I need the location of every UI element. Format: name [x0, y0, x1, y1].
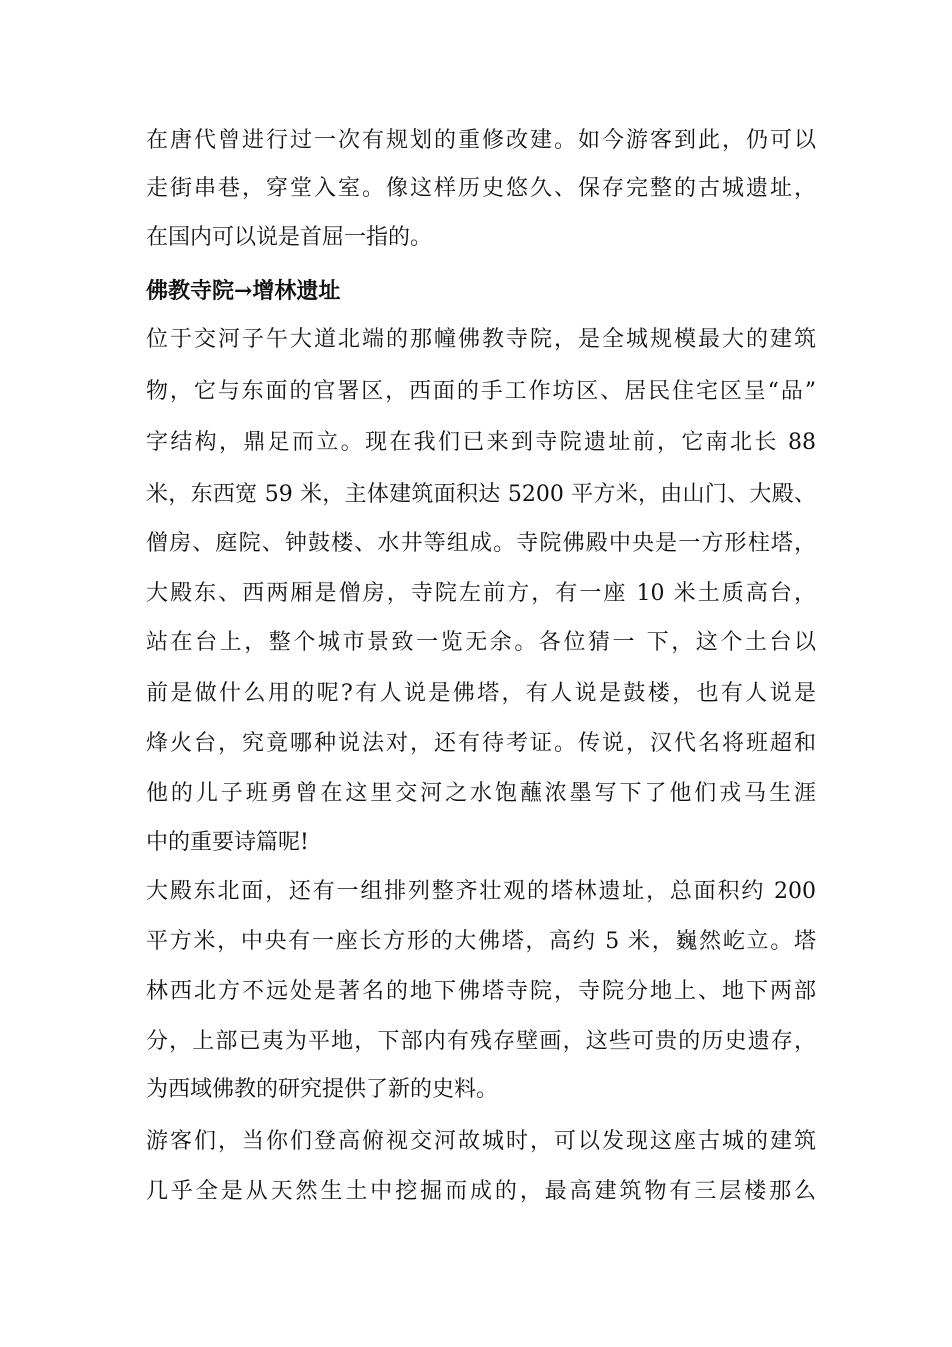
- section-heading: 佛教寺院→增林遗址: [146, 278, 341, 304]
- text-line: 平方米，中央有一座长方形的大佛塔，高约 5 米，巍然屹立。塔: [146, 929, 816, 954]
- text-line: 僧房、庭院、钟鼓楼、水井等组成。寺院佛殿中央是一方形柱塔，: [146, 531, 816, 556]
- text-line: 前是做什么用的呢?有人说是佛塔，有人说是鼓楼，也有人说是: [146, 681, 816, 706]
- text-line: 位于交河子午大道北端的那幢佛教寺院，是全城规模最大的建筑: [146, 327, 816, 352]
- text-line: 大殿东、西两厢是僧房，寺院左前方，有一座 10 米土质高台，: [146, 581, 816, 606]
- text-line: 在唐代曾进行过一次有规划的重修改建。如今游客到此，仍可以: [146, 128, 816, 153]
- text-line: 走街串巷，穿堂入室。像这样历史悠久、保存完整的古城遗址，: [146, 176, 816, 201]
- text-line: 他的儿子班勇曾在这里交河之水饱蘸浓墨写下了他们戎马生涯: [146, 781, 816, 806]
- text-line: 分，上部已夷为平地，下部内有残存壁画，这些可贵的历史遗存，: [146, 1029, 816, 1054]
- text-line: 几乎全是从天然生土中挖掘而成的，最高建筑物有三层楼那么: [146, 1179, 816, 1204]
- text-line: 站在台上，整个城市景致一览无余。各位猜一 下，这个土台以: [146, 630, 816, 655]
- text-line: 林西北方不远处是著名的地下佛塔寺院，寺院分地上、地下两部: [146, 979, 816, 1004]
- text-line: 米，东西宽 59 米，主体建筑面积达 5200 平方米，由山门、大殿、: [146, 482, 816, 507]
- text-line: 字结构，鼎足而立。现在我们已来到寺院遗址前，它南北长 88: [146, 430, 816, 455]
- text-line: 为西域佛教的研究提供了新的史料。: [146, 1077, 499, 1102]
- text-line: 在国内可以说是首屈一指的。: [146, 225, 433, 250]
- text-line: 中的重要诗篇呢!: [146, 830, 309, 855]
- text-line: 烽火台，究竟哪种说法对，还有待考证。传说，汉代名将班超和: [146, 731, 816, 756]
- text-line: 游客们，当你们登高俯视交河故城时，可以发现这座古城的建筑: [146, 1129, 816, 1154]
- text-line: 物，它与东面的官署区，西面的手工作坊区、居民住宅区呈“品”: [146, 379, 816, 404]
- text-line: 大殿东北面，还有一组排列整齐壮观的塔林遗址，总面积约 200: [146, 879, 816, 904]
